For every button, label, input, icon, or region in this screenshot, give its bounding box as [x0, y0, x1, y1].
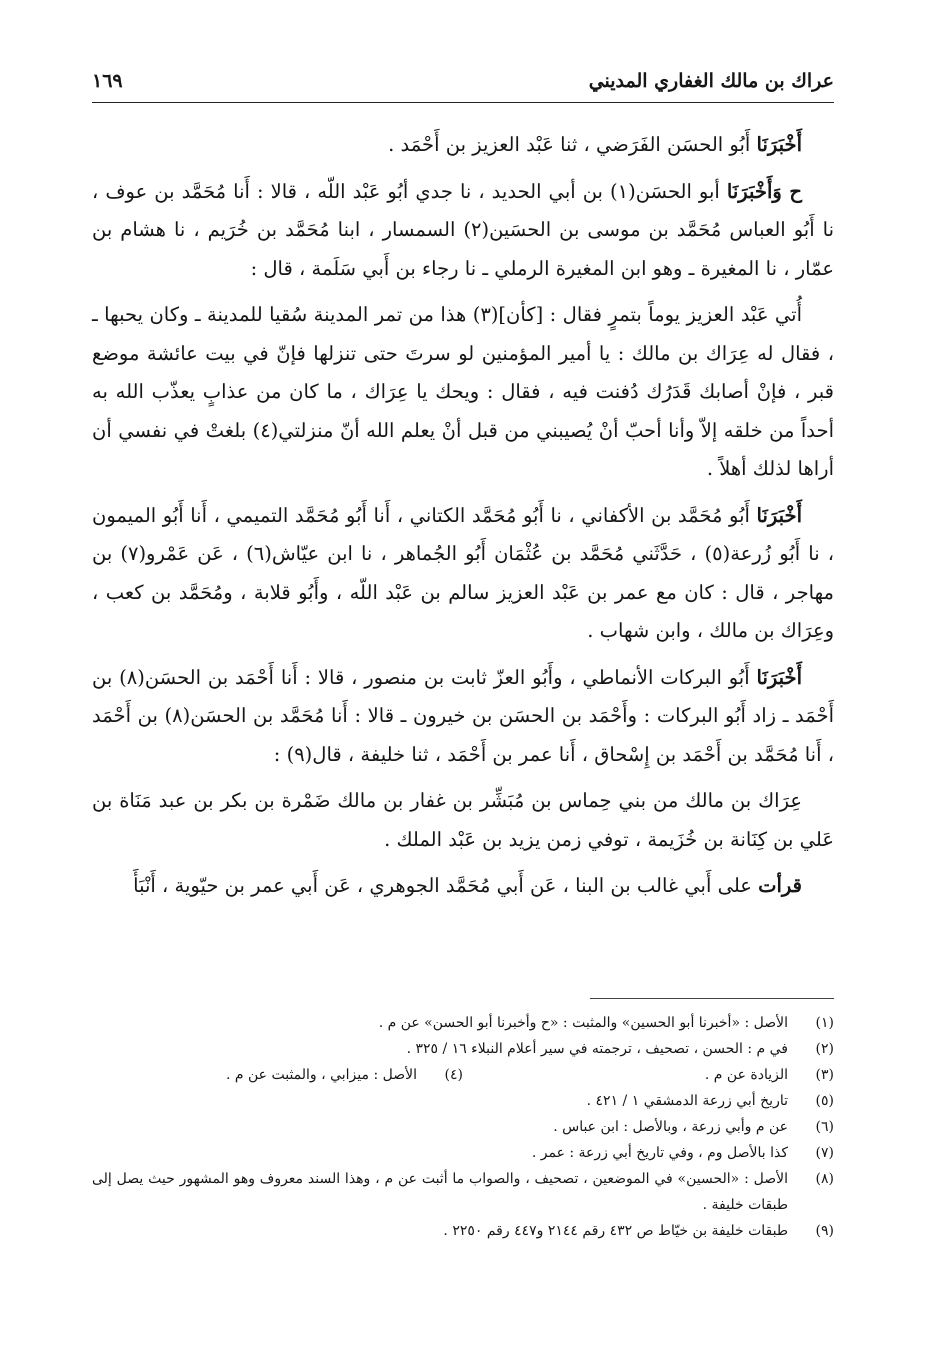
lead-word: ح وَأَخْبَرَنَا [726, 179, 802, 203]
footnote-text: تاريخ أبي زرعة الدمشقي ١ / ٤٢١ . [586, 1093, 788, 1109]
paragraph [92, 173, 834, 289]
paragraph [92, 296, 834, 489]
paragraph-text: أُتي عَبْد العزيز يوماً بتمرٍ فقال : [كأن](٣) هذا من تمر المدينة سُقيا للمدينة ـ وكان يحبها ـ ، فقال له عِرَاك بن مالك : يا أمير المؤمنين لو سرتَ حتى تنزلها فإنّ في بيت عائشة موضع قبر ، فإنْ أصابك قَدَرُك دُفنت فيه ، فقال : ويحك يا عِرَاك ، ما كان من عذابٍ يعذّب الله به أحداً من خلقه إلاّ وأنا أحبّ أنْ يُصيبني من قبل أنْ يعلم الله أنّ منزلتي(٤) بلغتْ في نفسي أن أراها لذلك أهلاً . [92, 303, 835, 480]
footnote [92, 1088, 834, 1114]
footnote-number: (٣) [815, 1067, 834, 1083]
footnote [92, 1114, 834, 1140]
footnote-number: (٥) [815, 1093, 834, 1109]
footnote [92, 1036, 834, 1062]
footnote-number: (٢) [815, 1041, 834, 1057]
paragraph-text: أَبُو البركات الأنماطي ، وأَبُو العزّ ثابت بن منصور ، قالا : أَنا أَحْمَد بن الحسَن(٨) بن أَحْمَد ـ زاد أَبُو البركات : وأَحْمَد بن الحسَن بن خيرون ـ قالا : أَنا مُحَمَّد بن الحسَن(٨) بن أَحْمَد ، أَنا مُحَمَّد بن أَحْمَد بن إِسْحاق ، أَنا عمر بن أَحْمَد ، ثنا خليفة ، قال(٩) : [92, 665, 835, 766]
footnote-number: (٤) [444, 1067, 463, 1083]
footnote-divider [590, 998, 834, 999]
lead-word: قرأت [758, 874, 802, 897]
footnote-number: (٦) [815, 1119, 834, 1135]
footnote-number: (١) [815, 1015, 834, 1031]
footnote-text: كذا بالأصل وم ، وفي تاريخ أبي زرعة : عمر . [531, 1145, 788, 1161]
page-number: ١٦٩ [92, 70, 123, 92]
paragraph [92, 867, 834, 906]
paragraph-text: أبو الحسَن(١) بن أبي الحديد ، نا جدي أبُو عَبْد اللّه ، قالا : أَنا مُحَمَّد بن عوف ، نا أَبُو العباس مُحَمَّد بن موسى بن الحسَين(٢) السمسار ، ابنا مُحَمَّد بن خُرَيم ، نا هشام بن عمّار ، نا المغيرة ـ وهو ابن المغيرة الرملي ـ نا رجاء بن أَبي سَلَمة ، قال : [92, 179, 834, 280]
footnote [92, 1166, 834, 1218]
footnote-text: عن م وأبي زرعة ، وبالأصل : ابن عباس . [553, 1119, 788, 1135]
lead-word: أَخْبَرَنَا [756, 503, 802, 527]
footnote-text: الأصل : «أخبرنا أبو الحسين» والمثبت : «ح وأخبرنا أبو الحسن» عن م . [378, 1015, 788, 1031]
paragraph [92, 782, 834, 859]
footnote-text: الأصل : ميزابي ، والمثبت عن م . [226, 1067, 417, 1083]
paragraph [92, 126, 834, 165]
footnote [92, 1062, 463, 1088]
footnote [92, 1140, 834, 1166]
paragraph [92, 497, 834, 651]
footnote-text: في م : الحسن ، تصحيف ، ترجمته في سير أعلام النبلاء ١٦ / ٣٢٥ . [406, 1041, 788, 1057]
lead-word: أَخْبَرَنَا [756, 133, 802, 156]
footnote [463, 1062, 834, 1088]
footnote-text: طبقات خليفة بن خيّاط ص ٤٣٢ رقم ٢١٤٤ و٤٤٧ رقم ٢٢٥٠ . [443, 1223, 788, 1239]
main-text [92, 126, 834, 914]
paragraph [92, 659, 834, 775]
footnote-number: (٩) [815, 1223, 834, 1239]
footnotes [92, 1010, 834, 1244]
footnote-row [92, 1062, 834, 1088]
paragraph-text: أَبُو الحسَن الفَرَضي ، ثنا عَبْد العزيز بن أَحْمَد . [388, 133, 757, 156]
footnote-number: (٧) [815, 1145, 834, 1161]
footnote-text: الأصل : «الحسين» في الموضعين ، تصحيف ، والصواب ما أثبت عن م ، وهذا السند معروف وهو المشهور حيث يصل إلى طبقات خليفة . [92, 1171, 788, 1213]
footnote-number: (٨) [815, 1171, 834, 1187]
paragraph-text: أَبُو مُحَمَّد بن الأكفاني ، نا أَبُو مُحَمَّد الكتاني ، أَنا أَبُو مُحَمَّد التميمي ، أَنا أَبُو الميمون ، نا أَبُو زُرعة(٥) ، حَدَّثَني مُحَمَّد بن عُثْمَان أَبُو الجُماهر ، نا ابن عيّاش(٦) ، عَن عَمْرو(٧) بن مهاجر ، قال : كان مع عمر بن عَبْد العزيز سالم بن عَبْد اللّه ، وأَبُو قلابة ، ومُحَمَّد بن كعب ، وعِرَاك بن مالك ، وابن شهاب . [92, 503, 835, 642]
footnote-text: الزيادة عن م . [704, 1067, 788, 1083]
paragraph-text: على أَبي غالب بن البنا ، عَن أَبي مُحَمَّد الجوهري ، عَن أَبي عمر بن حيّوية ، أَنْبَأَ [133, 874, 759, 897]
footnote [92, 1010, 834, 1036]
lead-word: أَخْبَرَنَا [756, 665, 802, 689]
running-title: عراك بن مالك الغفاري المديني [588, 70, 834, 92]
paragraph-text: عِرَاك بن مالك من بني حِماس بن مُبَشِّر بن غفار بن مالك ضَمْرة بن بكر بن عبد مَنَاة بن عَلي بن كِنَانة بن خُزَيمة ، توفي زمن يزيد بن عَبْد الملك . [92, 789, 834, 851]
page-header [92, 62, 834, 103]
footnote [92, 1218, 834, 1244]
